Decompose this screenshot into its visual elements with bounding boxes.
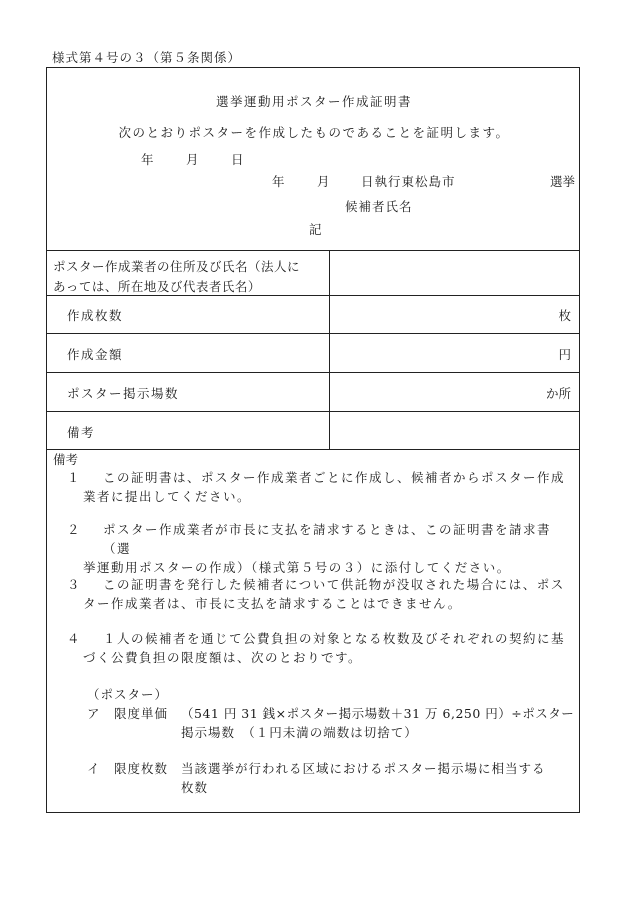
note-text-line1: ポスター作成業者が市長に支払を請求するときは、この証明書を請求書（選 bbox=[103, 522, 552, 556]
note-text-line1: １人の候補者を通じて公費負担の対象となる枚数及びそれぞれの契約に基 bbox=[103, 631, 566, 646]
remarks-label: 備考 bbox=[67, 425, 96, 440]
note-text-line2: 挙運動用ポスターの作成）（様式第５号の３）に添付してください。 bbox=[83, 560, 511, 575]
note-item-4 bbox=[53, 629, 573, 667]
poster-subheading: （ポスター） bbox=[87, 687, 169, 702]
note-item-3 bbox=[53, 575, 573, 613]
limit-unit-price-label: ア 限度単価 bbox=[87, 706, 169, 721]
producer-label-line2: あっては、所在地及び代表者氏名） bbox=[53, 279, 261, 294]
note-text-line2: ター作成業者は、市長に支払を請求することはできません。 bbox=[83, 596, 462, 611]
limit-unit-price-formula: （541 円 31 銭×ポスター掲示場数＋31 万 6,250 円）÷ポスター bbox=[181, 706, 575, 721]
election-day-city: 日執行東松島市 bbox=[361, 174, 456, 189]
note-item-2 bbox=[53, 520, 573, 577]
note-text-line2: 業者に提出してください。 bbox=[83, 489, 252, 504]
date-day-label: 日 bbox=[231, 152, 244, 167]
table-row-border bbox=[47, 295, 579, 296]
poster-sites-unit: か所 bbox=[545, 386, 571, 401]
note-number: ２ bbox=[67, 522, 82, 537]
certificate-form bbox=[46, 67, 580, 813]
producer-label-line1: ポスター作成業者の住所及び氏名（法人に bbox=[53, 259, 301, 274]
copies-label: 作成枚数 bbox=[67, 308, 124, 323]
note-number: ３ bbox=[67, 577, 82, 592]
document-title: 選挙運動用ポスター作成証明書 bbox=[215, 94, 412, 109]
limit-unit-price-formula-cont: 掲示場数 （１円未満の端数は切捨て） bbox=[181, 725, 418, 740]
candidate-name-label: 候補者氏名 bbox=[345, 199, 413, 214]
limit-copies-text-cont: 枚数 bbox=[181, 780, 209, 795]
intro-text: 次のとおりポスターを作成したものであることを証明します。 bbox=[118, 125, 510, 140]
poster-sites-label: ポスター掲示場数 bbox=[67, 386, 180, 401]
note-number: ４ bbox=[67, 631, 82, 646]
limit-copies-label: イ 限度枚数 bbox=[87, 761, 169, 776]
date-month-label: 月 bbox=[186, 152, 199, 167]
amount-label: 作成金額 bbox=[67, 347, 124, 362]
form-number-label: 様式第４号の３（第５条関係） bbox=[52, 50, 242, 65]
limit-copies-text: 当該選挙が行われる区域におけるポスター掲示場に相当する bbox=[181, 761, 546, 776]
date-year-label: 年 bbox=[141, 152, 154, 167]
amount-unit: 円 bbox=[558, 347, 571, 362]
election-month-label: 月 bbox=[317, 174, 330, 189]
table-row-border bbox=[47, 333, 579, 334]
note-text-line1: この証明書を発行した候補者について供託物が没収された場合には、ポス bbox=[103, 577, 565, 592]
note-text-line1: この証明書は、ポスター作成業者ごとに作成し、候補者からポスター作成 bbox=[103, 470, 566, 485]
election-year-label: 年 bbox=[272, 174, 285, 189]
ki-label: 記 bbox=[309, 222, 322, 237]
table-row-border bbox=[47, 372, 579, 373]
table-bottom-border bbox=[47, 449, 579, 450]
table-top-border bbox=[47, 250, 579, 251]
election-label: 選挙 bbox=[550, 174, 576, 189]
table-column-divider bbox=[329, 250, 330, 449]
note-number: １ bbox=[67, 470, 82, 485]
copies-unit: 枚 bbox=[558, 308, 571, 323]
table-row-border bbox=[47, 411, 579, 412]
notes-title: 備考 bbox=[53, 452, 79, 467]
note-text-line2: づく公費負担の限度額は、次のとおりです。 bbox=[83, 650, 363, 665]
note-item-1 bbox=[53, 468, 573, 506]
